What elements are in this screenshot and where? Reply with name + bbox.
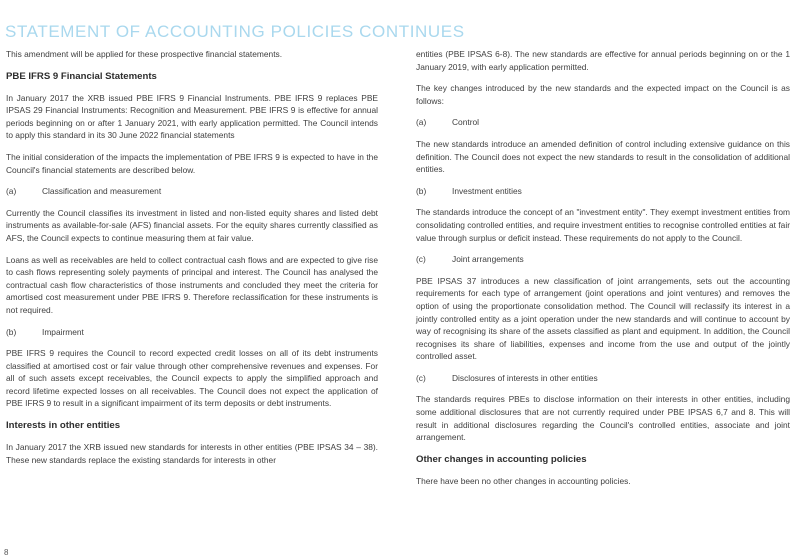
paragraph: In January 2017 the XRB issued new standards for interests in other entities (PBE IPSAS 34 – 38). These new standards replace the existing standards for interests in other <box>6 442 378 465</box>
paragraph: There have been no other changes in accounting policies. <box>416 475 631 486</box>
section-heading-interests: Interests in other entities <box>6 420 121 432</box>
subheading-classification <box>6 185 378 198</box>
paragraph: The key changes introduced by the new standards and the expected impact on the Council is as follows: <box>416 83 790 106</box>
intro-paragraph: This amendment will be applied for these prospective financial statements. <box>6 49 283 59</box>
subheading-text: Classification and measurement <box>42 186 162 197</box>
page-title: STATEMENT OF ACCOUNTING POLICIES CONTINUES <box>5 22 465 41</box>
paragraph: The initial consideration of the impacts the implementation of PBE IFRS 9 is expected to have in the Council's financial statements are described below. <box>6 151 378 175</box>
subheading-text: Control <box>452 117 479 128</box>
right-column <box>416 48 790 496</box>
page-number: 8 <box>4 548 9 557</box>
subheading-joint-arrangements <box>416 253 790 266</box>
subheading-label: (c) <box>416 254 426 265</box>
subheading-label: (b) <box>6 326 17 337</box>
subheading-impairment <box>6 326 378 339</box>
paragraph: The new standards introduce an amended definition of control including extensive guidance on this definition. The Council does not expect the new standards to result in the consolidation of additional entities. <box>416 138 790 175</box>
subheading-text: Disclosures of interests in other entities <box>452 372 598 383</box>
subheading-label: (a) <box>416 117 427 128</box>
paragraph: PBE IPSAS 37 introduces a new classification of joint arrangements, sets out the accounting requirements for each type of arrangement (joint operations and joint ventures) and removes the option of using the proportionate consolidation method. The Council will reclassify its interest in a jointly controlled entity as a joint operation under the new standards and will continue to account by way of recognising its share of the assets classified as plant and equipment. In addition, the Council recognises its share of liabilities, expenses and income from the use and output of the jointly controlled asset. <box>416 275 790 362</box>
paragraph: Loans as well as receivables are held to collect contractual cash flows and are expected to give rise to cash flows representing solely payments of principal and interest. The Council has analysed the contractual cash flow characteristics of those instruments and concluded they meet the criteria for amortised cost measurement under PBE IFRS 9. Therefore reclassification for these instruments is not required. <box>6 254 378 315</box>
subheading-text: Investment entities <box>452 185 522 196</box>
subheading-label: (b) <box>416 185 427 196</box>
section-heading-other-changes: Other changes in accounting policies <box>416 453 587 465</box>
section-heading-ifrs9: PBE IFRS 9 Financial Statements <box>6 70 157 82</box>
left-column <box>6 48 378 475</box>
paragraph: entities (PBE IPSAS 6-8). The new standards are effective for annual periods beginning on or the 1 January 2019, with early application permitted. <box>416 49 790 72</box>
paragraph: The standards introduce the concept of an "investment entity". They exempt investment entities from consolidating controlled entities, and require investment entities to recognise controlled entities at fair value through surplus or deficit instead. These requirements do not apply to the Council. <box>416 207 790 243</box>
paragraph: PBE IFRS 9 requires the Council to record expected credit losses on all of its debt instruments classified at amortised cost or fair value through other comprehensive revenues and expenses. For all of such assets except receivables, the Council expects to apply the simplified approach and record lifetime expected losses on all receivables. The Council does not expect the application of PBE IFRS 9 to result in a significant impairment of its term deposits or debt instruments. <box>6 348 378 409</box>
subheading-text: Impairment <box>42 326 84 337</box>
subheading-disclosures <box>416 372 790 385</box>
subheading-label: (a) <box>6 186 17 197</box>
subheading-investment-entities <box>416 185 790 198</box>
paragraph: Currently the Council classifies its investment in listed and non-listed equity shares and listed debt instruments as available-for-sale (AFS) financial assets. For the equity shares currently classified as AFS, the Council expects to continue measuring them at fair value. <box>6 207 378 243</box>
subheading-label: (c) <box>416 372 426 383</box>
paragraph: In January 2017 the XRB issued PBE IFRS 9 Financial Instruments. PBE IFRS 9 replaces PBE IPSAS 29 Financial Instruments: Recognition and Measurement. PBE IFRS 9 is effective for annual periods beginning on or after 1 January 2021, with early application permitted. The Council intends to apply this standard in its 30 June 2022 financial statements <box>6 92 378 141</box>
subheading-control <box>416 116 790 129</box>
subheading-text: Joint arrangements <box>452 254 524 265</box>
paragraph: The standards requires PBEs to disclose information on their interests in other entities, including some additional disclosures that are not currently required under PBE IPSAS 6,7 and 8. This will result in additional disclosures regarding the Council's controlled entities, associate and joint arrangement. <box>416 394 790 443</box>
